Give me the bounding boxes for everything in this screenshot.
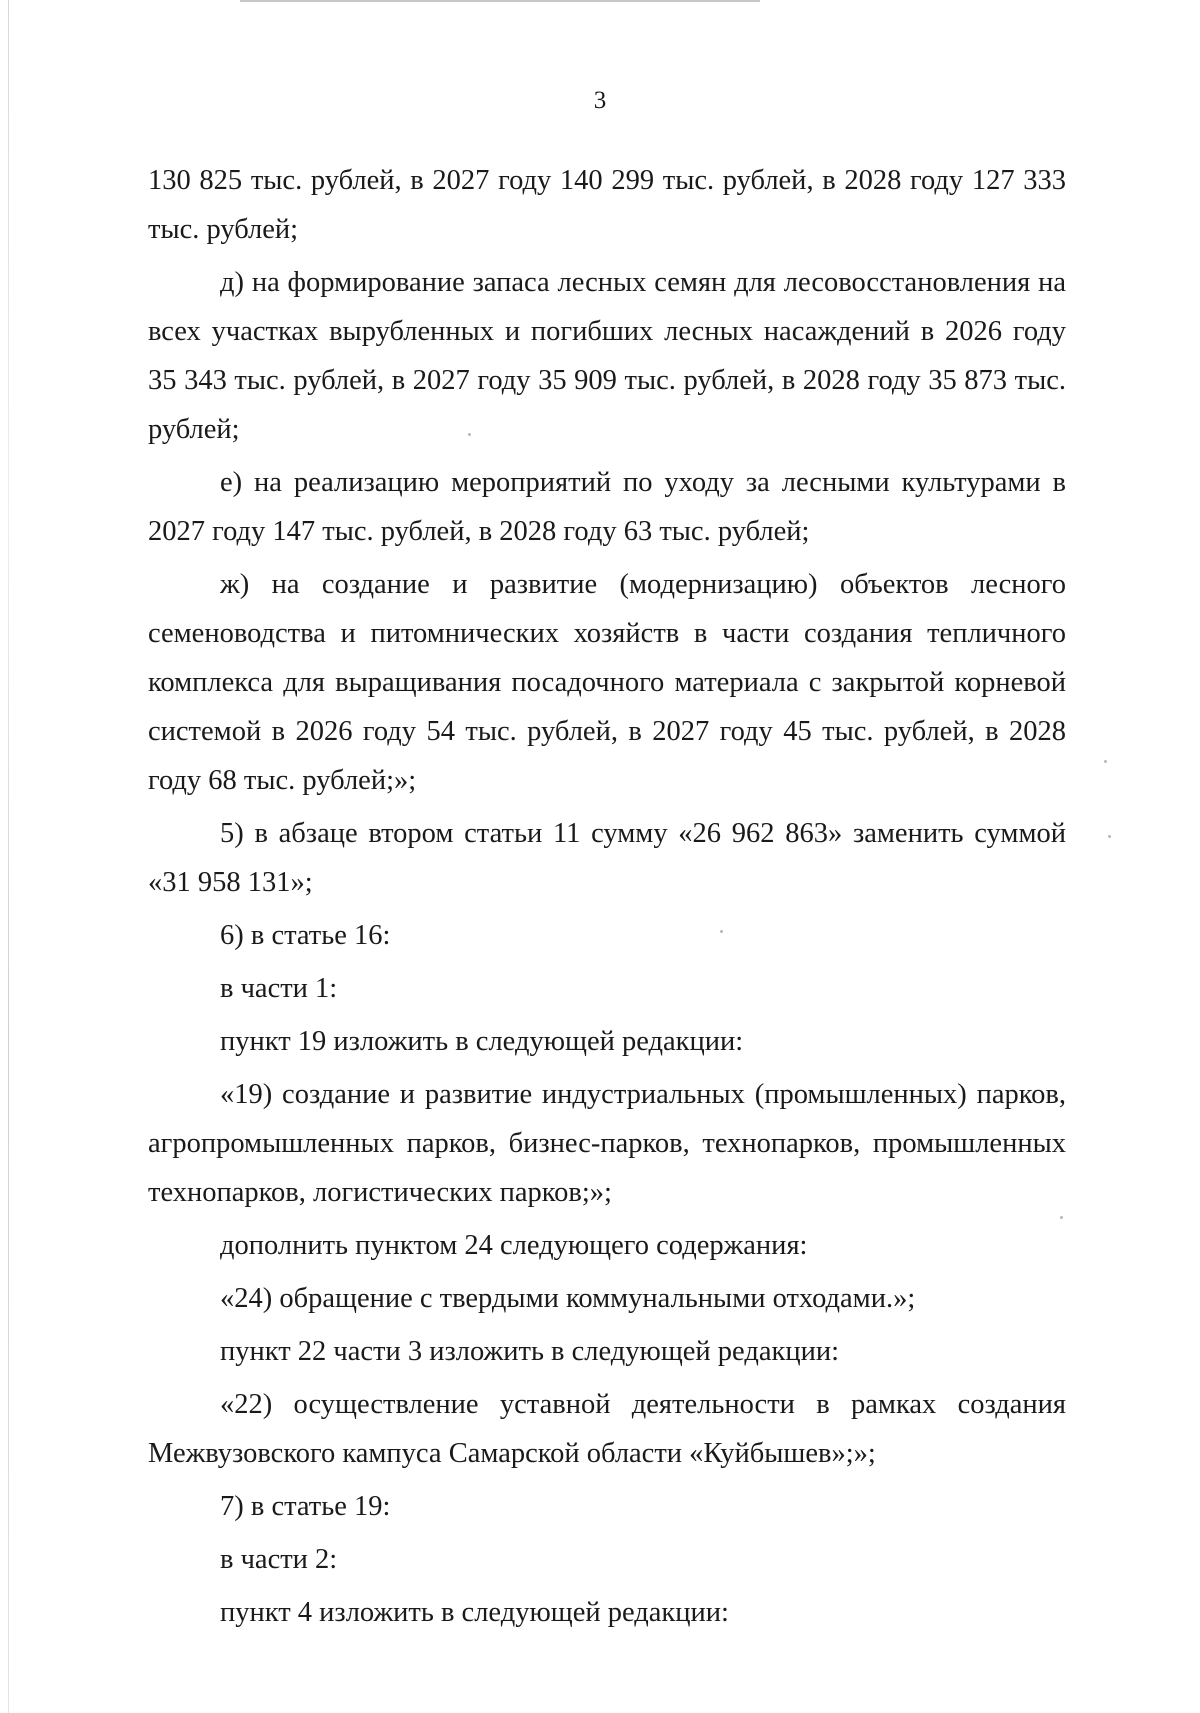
paragraph-point-24-text: «24) обращение с твердыми коммунальными отходами.»; [220,1283,916,1314]
paragraph-item-5: 5) в абзаце втором статьи 11 сумму «26 962 863» заменить суммой «31 958 131»; [148,818,1066,898]
paragraph-part-1: в части 1: [220,973,338,1004]
paragraph-point-4-intro: пункт 4 изложить в следующей редакции: [220,1597,729,1628]
paragraph-item-7: 7) в статье 19: [220,1491,391,1522]
paragraph-point-22-intro: пункт 22 части 3 изложить в следующей редакции: [220,1336,839,1367]
scan-speck [1104,760,1107,763]
document-body [148,156,1066,1641]
page-number: 3 [593,87,607,114]
scan-speck [1108,835,1111,838]
paragraph-point-24-intro: дополнить пунктом 24 следующего содержания: [220,1230,808,1261]
paragraph-continuation: 130 825 тыс. рублей, в 2027 году 140 299 тыс. рублей, в 2028 году 127 333 тыс. рублей; [148,165,1066,245]
paragraph-item-e: е) на реализацию мероприятий по уходу за лесными культурами в 2027 году 147 тыс. рублей, в 2028 году 63 тыс. рублей; [148,467,1066,547]
scan-edge-left [8,0,9,1713]
paragraph-point-22-text: «22) осуществление уставной деятельности в рамках создания Межвузовского кампуса Самарской области «Куйбышев»;»; [148,1389,1066,1469]
paragraph-point-19-text: «19) создание и развитие индустриальных (промышленных) парков, агропромышленных парков, бизнес-парков, технопарков, промышленных технопарков, логистических парков;»; [148,1079,1066,1208]
scan-edge-top [240,0,760,2]
paragraph-part-2: в части 2: [220,1544,338,1575]
paragraph-item-6: 6) в статье 16: [220,920,391,951]
paragraph-item-zh: ж) на создание и развитие (модернизацию) объектов лесного семеноводства и питомнических хозяйств в части создания тепличного комплекса для выращивания посадочного материала с закрытой корневой системой в 2026 году 54 тыс. рублей, в 2027 году 45 тыс. рублей, в 2028 году 68 тыс. рублей;»; [148,569,1066,796]
paragraph-point-19-intro: пункт 19 изложить в следующей редакции: [220,1026,744,1057]
paragraph-item-d: д) на формирование запаса лесных семян для лесовосстановления на всех участках вырубленных и погибших лесных насаждений в 2026 году 35 343 тыс. рублей, в 2027 году 35 909 тыс. рублей, в 2028 году 35 873 тыс. рублей; [148,267,1066,445]
